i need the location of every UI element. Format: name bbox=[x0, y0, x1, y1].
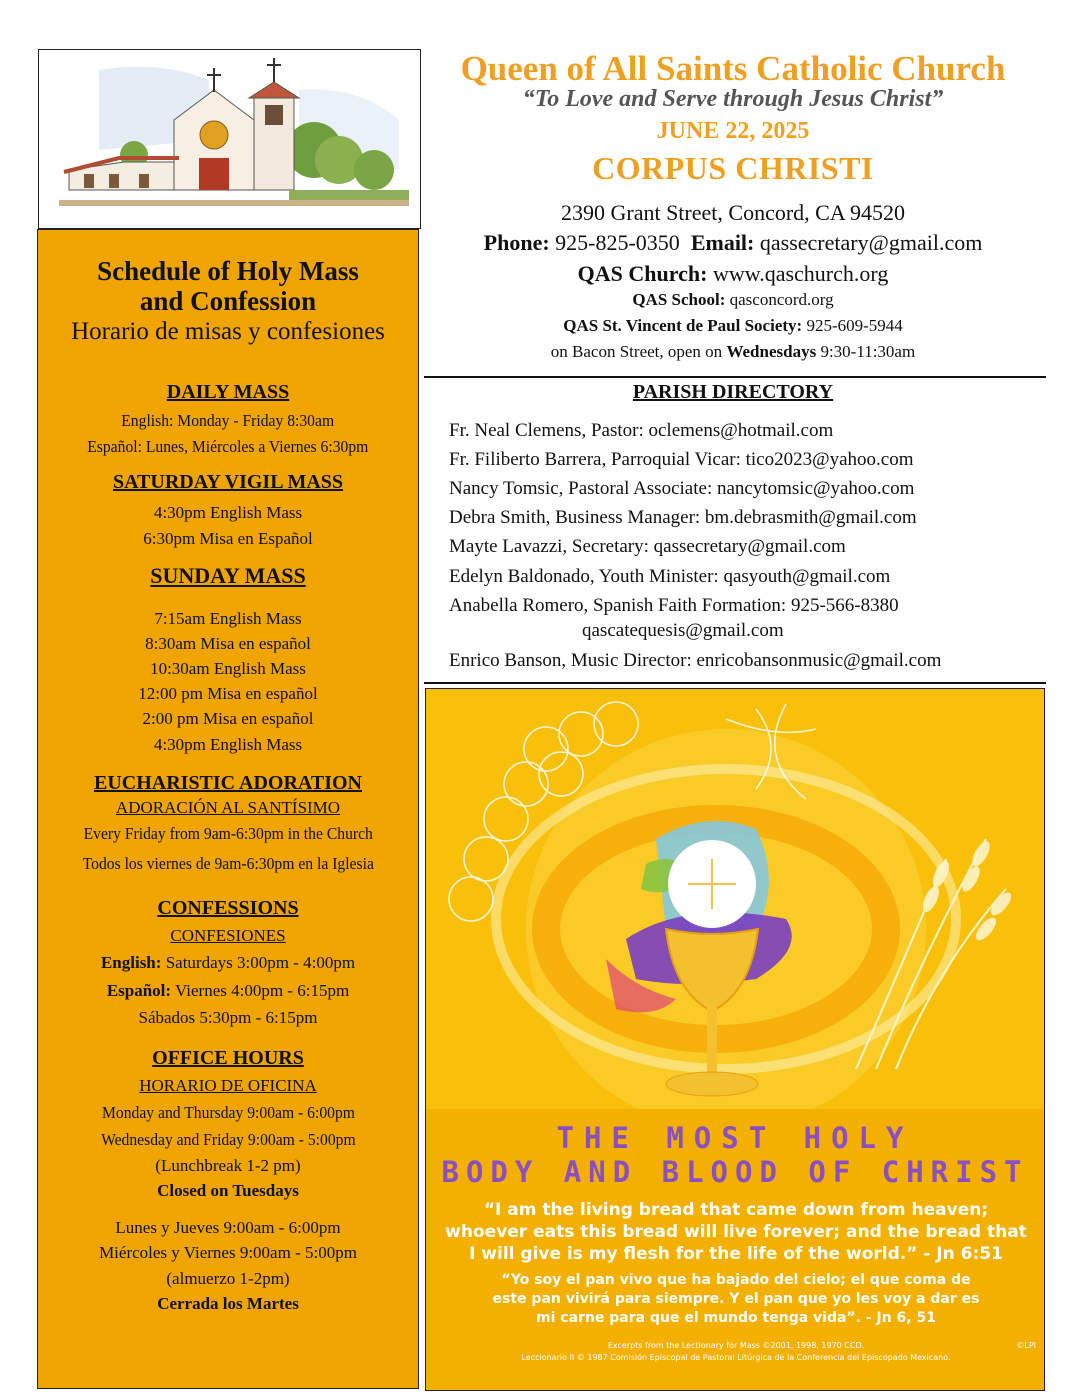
adoration-es: Todos los viernes de 9am-6:30pm en la Iglesia bbox=[82, 854, 374, 873]
directory-heading: PARISH DIRECTORY bbox=[632, 381, 834, 403]
poster-title-2: BODY AND BLOOD OF CHRIST bbox=[441, 1155, 1029, 1189]
poster-credit-logo: ©LPI bbox=[1016, 1341, 1036, 1350]
phone-number[interactable]: 925-825-0350 bbox=[555, 230, 680, 255]
sunday-mass-1: 7:15am English Mass bbox=[154, 609, 302, 628]
corpus-christi-poster bbox=[425, 688, 1045, 1391]
confessions-es-label: Español: bbox=[106, 981, 172, 1000]
directory-entry: Debra Smith, Business Manager: bm.debrasmith@gmail.com bbox=[449, 507, 917, 528]
svdp-phone: 925-609-5944 bbox=[806, 316, 903, 335]
feast-title: CORPUS CHRISTI bbox=[592, 150, 874, 186]
svdp-hours: 9:30-11:30am bbox=[820, 342, 916, 361]
confessions-en-time: Saturdays 3:00pm - 4:00pm bbox=[165, 953, 356, 972]
phone-label: Phone: bbox=[483, 230, 550, 255]
schedule-title-es: Horario de misas y confesiones bbox=[71, 318, 385, 345]
email-label: Email: bbox=[690, 230, 755, 255]
sunday-mass-5: 2:00 pm Misa en español bbox=[142, 709, 314, 728]
svdp-line bbox=[424, 316, 1042, 336]
confessions-es-time: Viernes 4:00pm - 6:15pm bbox=[175, 981, 350, 1000]
confessions-heading: CONFESSIONS bbox=[157, 897, 299, 919]
bulletin-date: JUNE 22, 2025 bbox=[656, 118, 810, 144]
poster-credit-1: Excerpts from the Lectionary for Mass ©2001, 1998, 1970 CCD. bbox=[607, 1341, 865, 1350]
office-hours-en-3: (Lunchbreak 1-2 pm) bbox=[155, 1156, 301, 1175]
sunday-mass-6: 4:30pm English Mass bbox=[153, 735, 303, 754]
sunday-mass-3: 10:30am English Mass bbox=[150, 659, 306, 678]
divider bbox=[424, 682, 1046, 684]
vigil-mass-1: 4:30pm English Mass bbox=[153, 503, 303, 522]
confessions-es-2: Sábados 5:30pm - 6:15pm bbox=[138, 1008, 318, 1027]
office-hours-es-2: Miércoles y Viernes 9:00am - 5:00pm bbox=[99, 1243, 357, 1262]
church-address: 2390 Grant Street, Concord, CA 94520 bbox=[560, 200, 906, 225]
sunday-mass-2: 8:30am Misa en español bbox=[145, 634, 311, 653]
office-hours-en-2: Wednesday and Friday 9:00am - 5:00pm bbox=[100, 1130, 356, 1149]
daily-mass-es: Español: Lunes, Miércoles a Viernes 6:30pm bbox=[87, 437, 369, 456]
office-hours-en-1: Monday and Thursday 9:00am - 6:00pm bbox=[101, 1103, 355, 1122]
adoration-en: Every Friday from 9am-6:30pm in the Church bbox=[83, 824, 373, 843]
confessions-en-label: English: bbox=[100, 953, 162, 972]
adoration-heading: EUCHARISTIC ADORATION bbox=[93, 772, 362, 794]
church-drawing bbox=[38, 49, 421, 229]
contact-line bbox=[424, 230, 1042, 256]
sunday-mass-4: 12:00 pm Misa en español bbox=[138, 684, 318, 703]
poster-quote-en-1: “I am the living bread that came down from heaven; bbox=[483, 1200, 989, 1220]
school-link[interactable]: qasconcord.org bbox=[729, 290, 834, 309]
directory-entry: Fr. Neal Clemens, Pastor: oclemens@hotmail.com bbox=[449, 420, 834, 441]
church-name: Queen of All Saints Catholic Church bbox=[460, 49, 1006, 88]
church-motto: “To Love and Serve through Jesus Christ” bbox=[522, 86, 944, 112]
adoration-subheading: ADORACIÓN AL SANTÍSIMO bbox=[115, 798, 341, 817]
schedule-title-2: and Confession bbox=[139, 286, 317, 316]
directory-entry: Enrico Banson, Music Director: enricobansonmusic@gmail.com bbox=[449, 650, 942, 671]
poster-quote-es-1: “Yo soy el pan vivo que ha bajado del cielo; el que coma de bbox=[501, 1272, 971, 1288]
website-line bbox=[424, 261, 1042, 287]
poster-quote-es-3: mi carne para que el mundo tenga vida”. - Jn 6, 51 bbox=[536, 1310, 936, 1326]
schedule-title-1: Schedule of Holy Mass bbox=[97, 256, 359, 286]
svdp-hours-line bbox=[424, 342, 1042, 362]
confessions-es bbox=[38, 981, 418, 1001]
office-closed: Closed on Tuesdays bbox=[157, 1181, 299, 1200]
sunday-mass-heading: SUNDAY MASS bbox=[150, 563, 306, 588]
poster-quote-en-3: I will give is my flesh for the life of the world.” - Jn 6:51 bbox=[469, 1244, 1003, 1264]
office-hours-heading: OFFICE HOURS bbox=[152, 1047, 304, 1069]
svdp-hours-text: on Bacon Street, open on bbox=[550, 342, 723, 361]
poster-quote-en-2: whoever eats this bread will live forever; and the bread that bbox=[445, 1222, 1027, 1242]
poster-credit-2: Leccionario II © 1987 Comisión Episcopal de Pastoral Litúrgica de la Conferencia del Episcopado Mexicano. bbox=[521, 1353, 951, 1362]
directory-entry: Edelyn Baldonado, Youth Minister: qasyouth@gmail.com bbox=[449, 566, 891, 587]
school-line bbox=[424, 290, 1042, 310]
poster-title-1: THE MOST HOLY bbox=[556, 1121, 914, 1155]
email-address[interactable]: qassecretary@gmail.com bbox=[759, 230, 983, 255]
poster-quote-es bbox=[436, 1271, 1036, 1328]
svdp-day: Wednesdays bbox=[726, 342, 817, 361]
office-cerrada: Cerrada los Martes bbox=[157, 1294, 299, 1313]
poster-quote-en bbox=[436, 1199, 1036, 1265]
school-label: QAS School: bbox=[632, 290, 726, 309]
divider bbox=[424, 376, 1046, 378]
directory-entry: Mayte Lavazzi, Secretary: qassecretary@gmail.com bbox=[449, 536, 846, 557]
office-hours-es-3: (almuerzo 1-2pm) bbox=[166, 1269, 290, 1288]
confessions-subheading: CONFESIONES bbox=[170, 926, 286, 945]
poster-quote-es-2: este pan vivirá para siempre. Y el pan que yo les voy a dar es bbox=[492, 1291, 980, 1307]
directory-entry: Anabella Romero, Spanish Faith Formation: 925-566-8380 bbox=[449, 595, 899, 616]
directory-entry: qascatequesis@gmail.com bbox=[582, 620, 784, 641]
daily-mass-en: English: Monday - Friday 8:30am bbox=[121, 411, 335, 430]
office-hours-es-1: Lunes y Jueves 9:00am - 6:00pm bbox=[115, 1218, 341, 1237]
office-hours-subheading: HORARIO DE OFICINA bbox=[139, 1076, 317, 1095]
website-label: QAS Church: bbox=[577, 261, 708, 286]
daily-mass-heading: DAILY MASS bbox=[166, 381, 290, 403]
confessions-en bbox=[38, 953, 418, 973]
svdp-label: QAS St. Vincent de Paul Society: bbox=[563, 316, 803, 335]
vigil-mass-heading: SATURDAY VIGIL MASS bbox=[112, 471, 344, 493]
directory-entry: Fr. Filiberto Barrera, Parroquial Vicar: tico2023@yahoo.com bbox=[449, 449, 914, 470]
vigil-mass-2: 6:30pm Misa en Español bbox=[143, 529, 313, 548]
schedule-panel bbox=[37, 229, 419, 1389]
website-link[interactable]: www.qaschurch.org bbox=[712, 261, 889, 286]
directory-entry: Nancy Tomsic, Pastoral Associate: nancytomsic@yahoo.com bbox=[449, 478, 915, 499]
